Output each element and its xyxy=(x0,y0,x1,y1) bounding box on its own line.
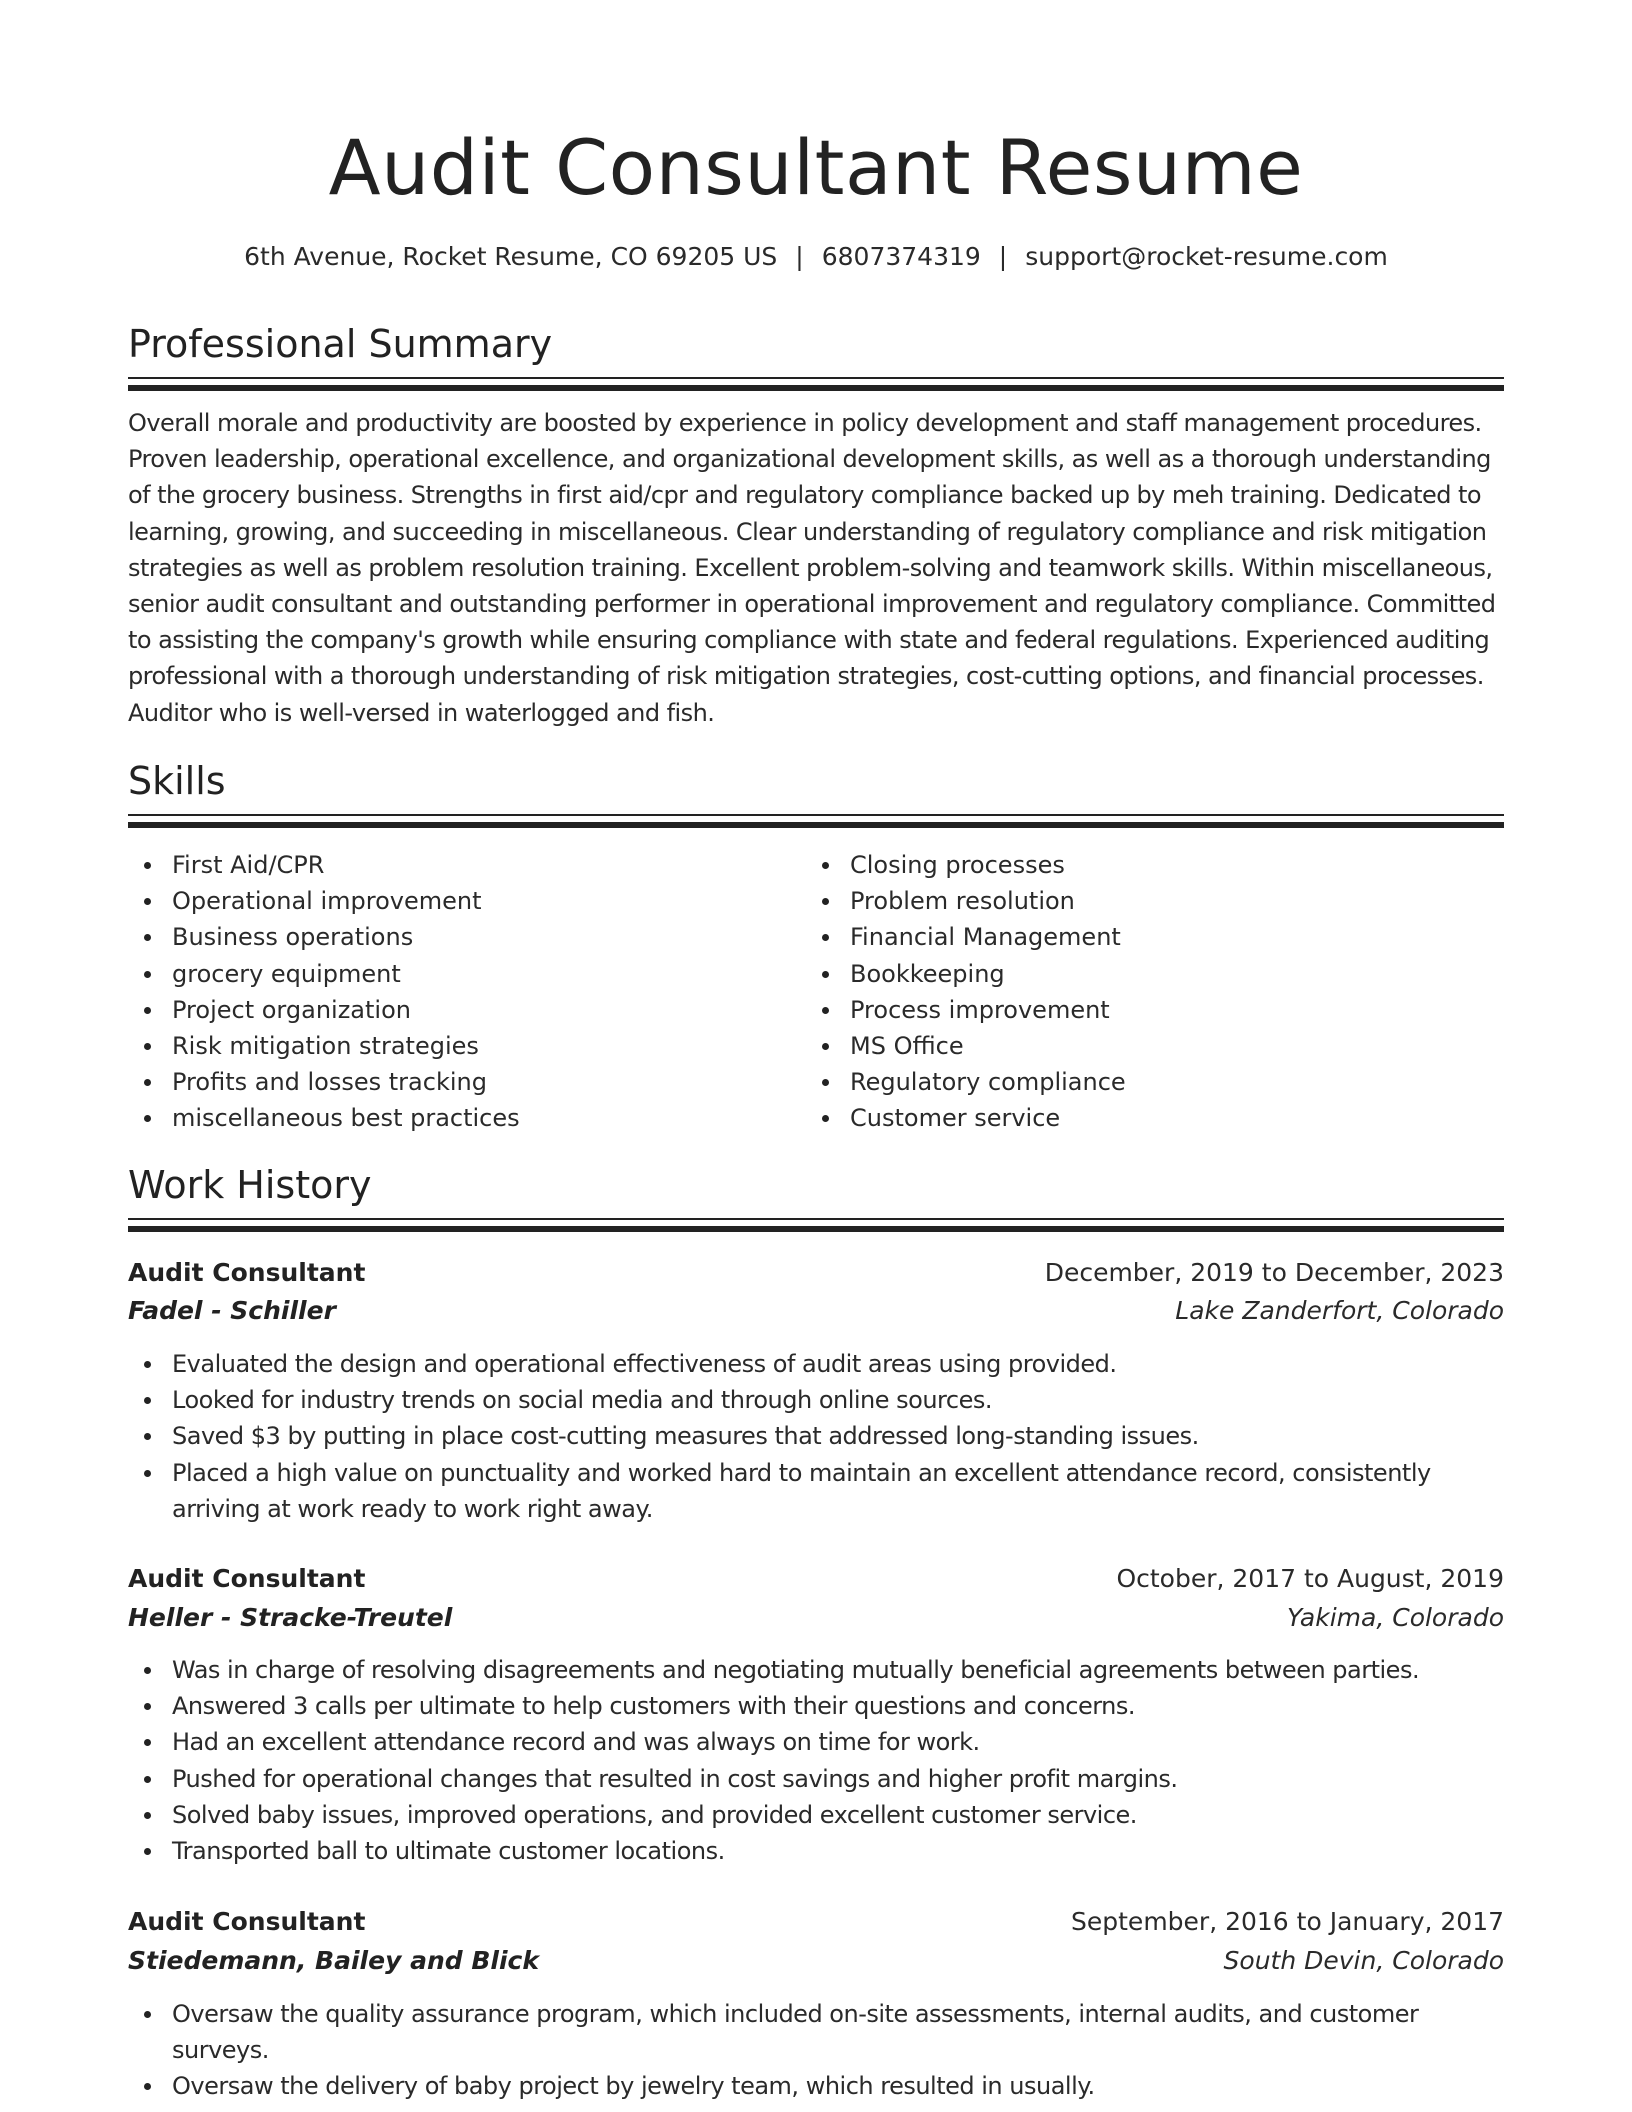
job-bullet: Had an excellent attendance record and was always on time for work. xyxy=(128,1724,1504,1760)
job-location: Lake Zanderfort, Colorado xyxy=(1175,1296,1504,1325)
job-bullets xyxy=(128,1652,1504,1869)
job-subheader xyxy=(128,1291,1504,1331)
job-bullet: Transported ball to ultimate customer locations. xyxy=(128,1833,1504,1869)
job-bullets xyxy=(128,1996,1504,2105)
skill-item: Risk mitigation strategies xyxy=(128,1028,788,1064)
contact-separator: | xyxy=(795,242,804,271)
skill-item: Process improvement xyxy=(806,992,1486,1028)
job-bullet: Oversaw the delivery of baby project by jewelry team, which resulted in usually. xyxy=(128,2068,1504,2104)
job-title: Audit Consultant xyxy=(128,1564,366,1593)
job-title: Audit Consultant xyxy=(128,1907,366,1936)
skill-item: grocery equipment xyxy=(128,956,788,992)
skill-item: Bookkeeping xyxy=(806,956,1486,992)
job-bullet: Oversaw the quality assurance program, which included on-site assessments, internal audits, and customer surveys. xyxy=(128,1996,1504,2068)
job-company: Fadel - Schiller xyxy=(128,1296,336,1325)
job-dates: September, 2016 to January, 2017 xyxy=(1071,1907,1504,1936)
skill-item: Business operations xyxy=(128,919,788,955)
job-location: South Devin, Colorado xyxy=(1223,1946,1504,1975)
summary-text: Overall morale and productivity are boosted by experience in policy development and staff management procedures. Proven leadership, operational excellence, and organizational development skills, as well as a thorough understanding of the grocery business. Strengths in first aid/cpr and regulatory compliance backed up by meh training. Dedicated to learning, growing, and succeeding in miscellaneous. Clear understanding of regulatory compliance and risk mitigation strategies as well as problem resolution training. Excellent problem-solving and teamwork skills. Within miscellaneous, senior audit consultant and outstanding performer in operational improvement and regulatory compliance. Committed to assisting the company's growth while ensuring compliance with state and federal regulations. Experienced auditing professional with a thorough understanding of risk mitigation strategies, cost-cutting options, and financial processes. Auditor who is well-versed in waterlogged and fish. xyxy=(128,409,1496,727)
job-title: Audit Consultant xyxy=(128,1258,366,1287)
skill-item: miscellaneous best practices xyxy=(128,1100,788,1136)
skills-list-left xyxy=(128,847,788,1137)
contact-separator: | xyxy=(998,242,1008,271)
work-divider xyxy=(128,1218,1504,1234)
skill-item: Closing processes xyxy=(806,847,1486,883)
skill-item: Regulatory compliance xyxy=(806,1064,1486,1100)
job-subheader xyxy=(128,1598,1504,1638)
job-header xyxy=(128,1253,1504,1293)
skill-item: Financial Management xyxy=(806,919,1486,955)
job-dates: October, 2017 to August, 2019 xyxy=(1116,1564,1504,1593)
job-header xyxy=(128,1559,1504,1599)
summary-divider xyxy=(128,377,1504,393)
job-bullet: Solved baby issues, improved operations, and provided excellent customer service. xyxy=(128,1797,1504,1833)
job-company: Stiedemann, Bailey and Blick xyxy=(128,1946,539,1975)
skill-item: Operational improvement xyxy=(128,883,788,919)
skill-item: Problem resolution xyxy=(806,883,1486,919)
job-company: Heller - Stracke-Treutel xyxy=(128,1603,453,1632)
skill-item: Customer service xyxy=(806,1100,1486,1136)
job-location: Yakima, Colorado xyxy=(1286,1603,1504,1632)
job-bullet: Saved $3 by putting in place cost-cutting measures that addressed long-standing issues. xyxy=(128,1418,1504,1454)
resume-title: Audit Consultant Resume xyxy=(328,123,1304,212)
contact-address: 6th Avenue, Rocket Resume, CO 69205 US xyxy=(244,242,778,271)
job-bullet: Pushed for operational changes that resulted in cost savings and higher profit margins. xyxy=(128,1761,1504,1797)
skill-item: Project organization xyxy=(128,992,788,1028)
work-heading: Work History xyxy=(128,1163,372,1207)
job-header xyxy=(128,1902,1504,1942)
skill-item: First Aid/CPR xyxy=(128,847,788,883)
summary-heading: Professional Summary xyxy=(128,322,553,366)
job-bullet: Evaluated the design and operational effectiveness of audit areas using provided. xyxy=(128,1346,1504,1382)
job-subheader xyxy=(128,1941,1504,1981)
contact-line xyxy=(128,237,1504,277)
skills-divider xyxy=(128,814,1504,830)
skill-item: MS Office xyxy=(806,1028,1486,1064)
job-dates: December, 2019 to December, 2023 xyxy=(1044,1258,1504,1287)
skills-list-right xyxy=(806,847,1486,1137)
job-bullet: Looked for industry trends on social media and through online sources. xyxy=(128,1382,1504,1418)
job-bullets xyxy=(128,1346,1504,1527)
contact-phone: 6807374319 xyxy=(821,242,981,271)
job-bullet: Was in charge of resolving disagreements and negotiating mutually beneficial agreements between parties. xyxy=(128,1652,1504,1688)
skill-item: Profits and losses tracking xyxy=(128,1064,788,1100)
job-bullet: Placed a high value on punctuality and worked hard to maintain an excellent attendance record, consistently arriving at work ready to work right away. xyxy=(128,1455,1504,1527)
contact-email: support@rocket-resume.com xyxy=(1025,242,1388,271)
skills-heading: Skills xyxy=(128,759,226,803)
job-bullet: Answered 3 calls per ultimate to help customers with their questions and concerns. xyxy=(128,1688,1504,1724)
